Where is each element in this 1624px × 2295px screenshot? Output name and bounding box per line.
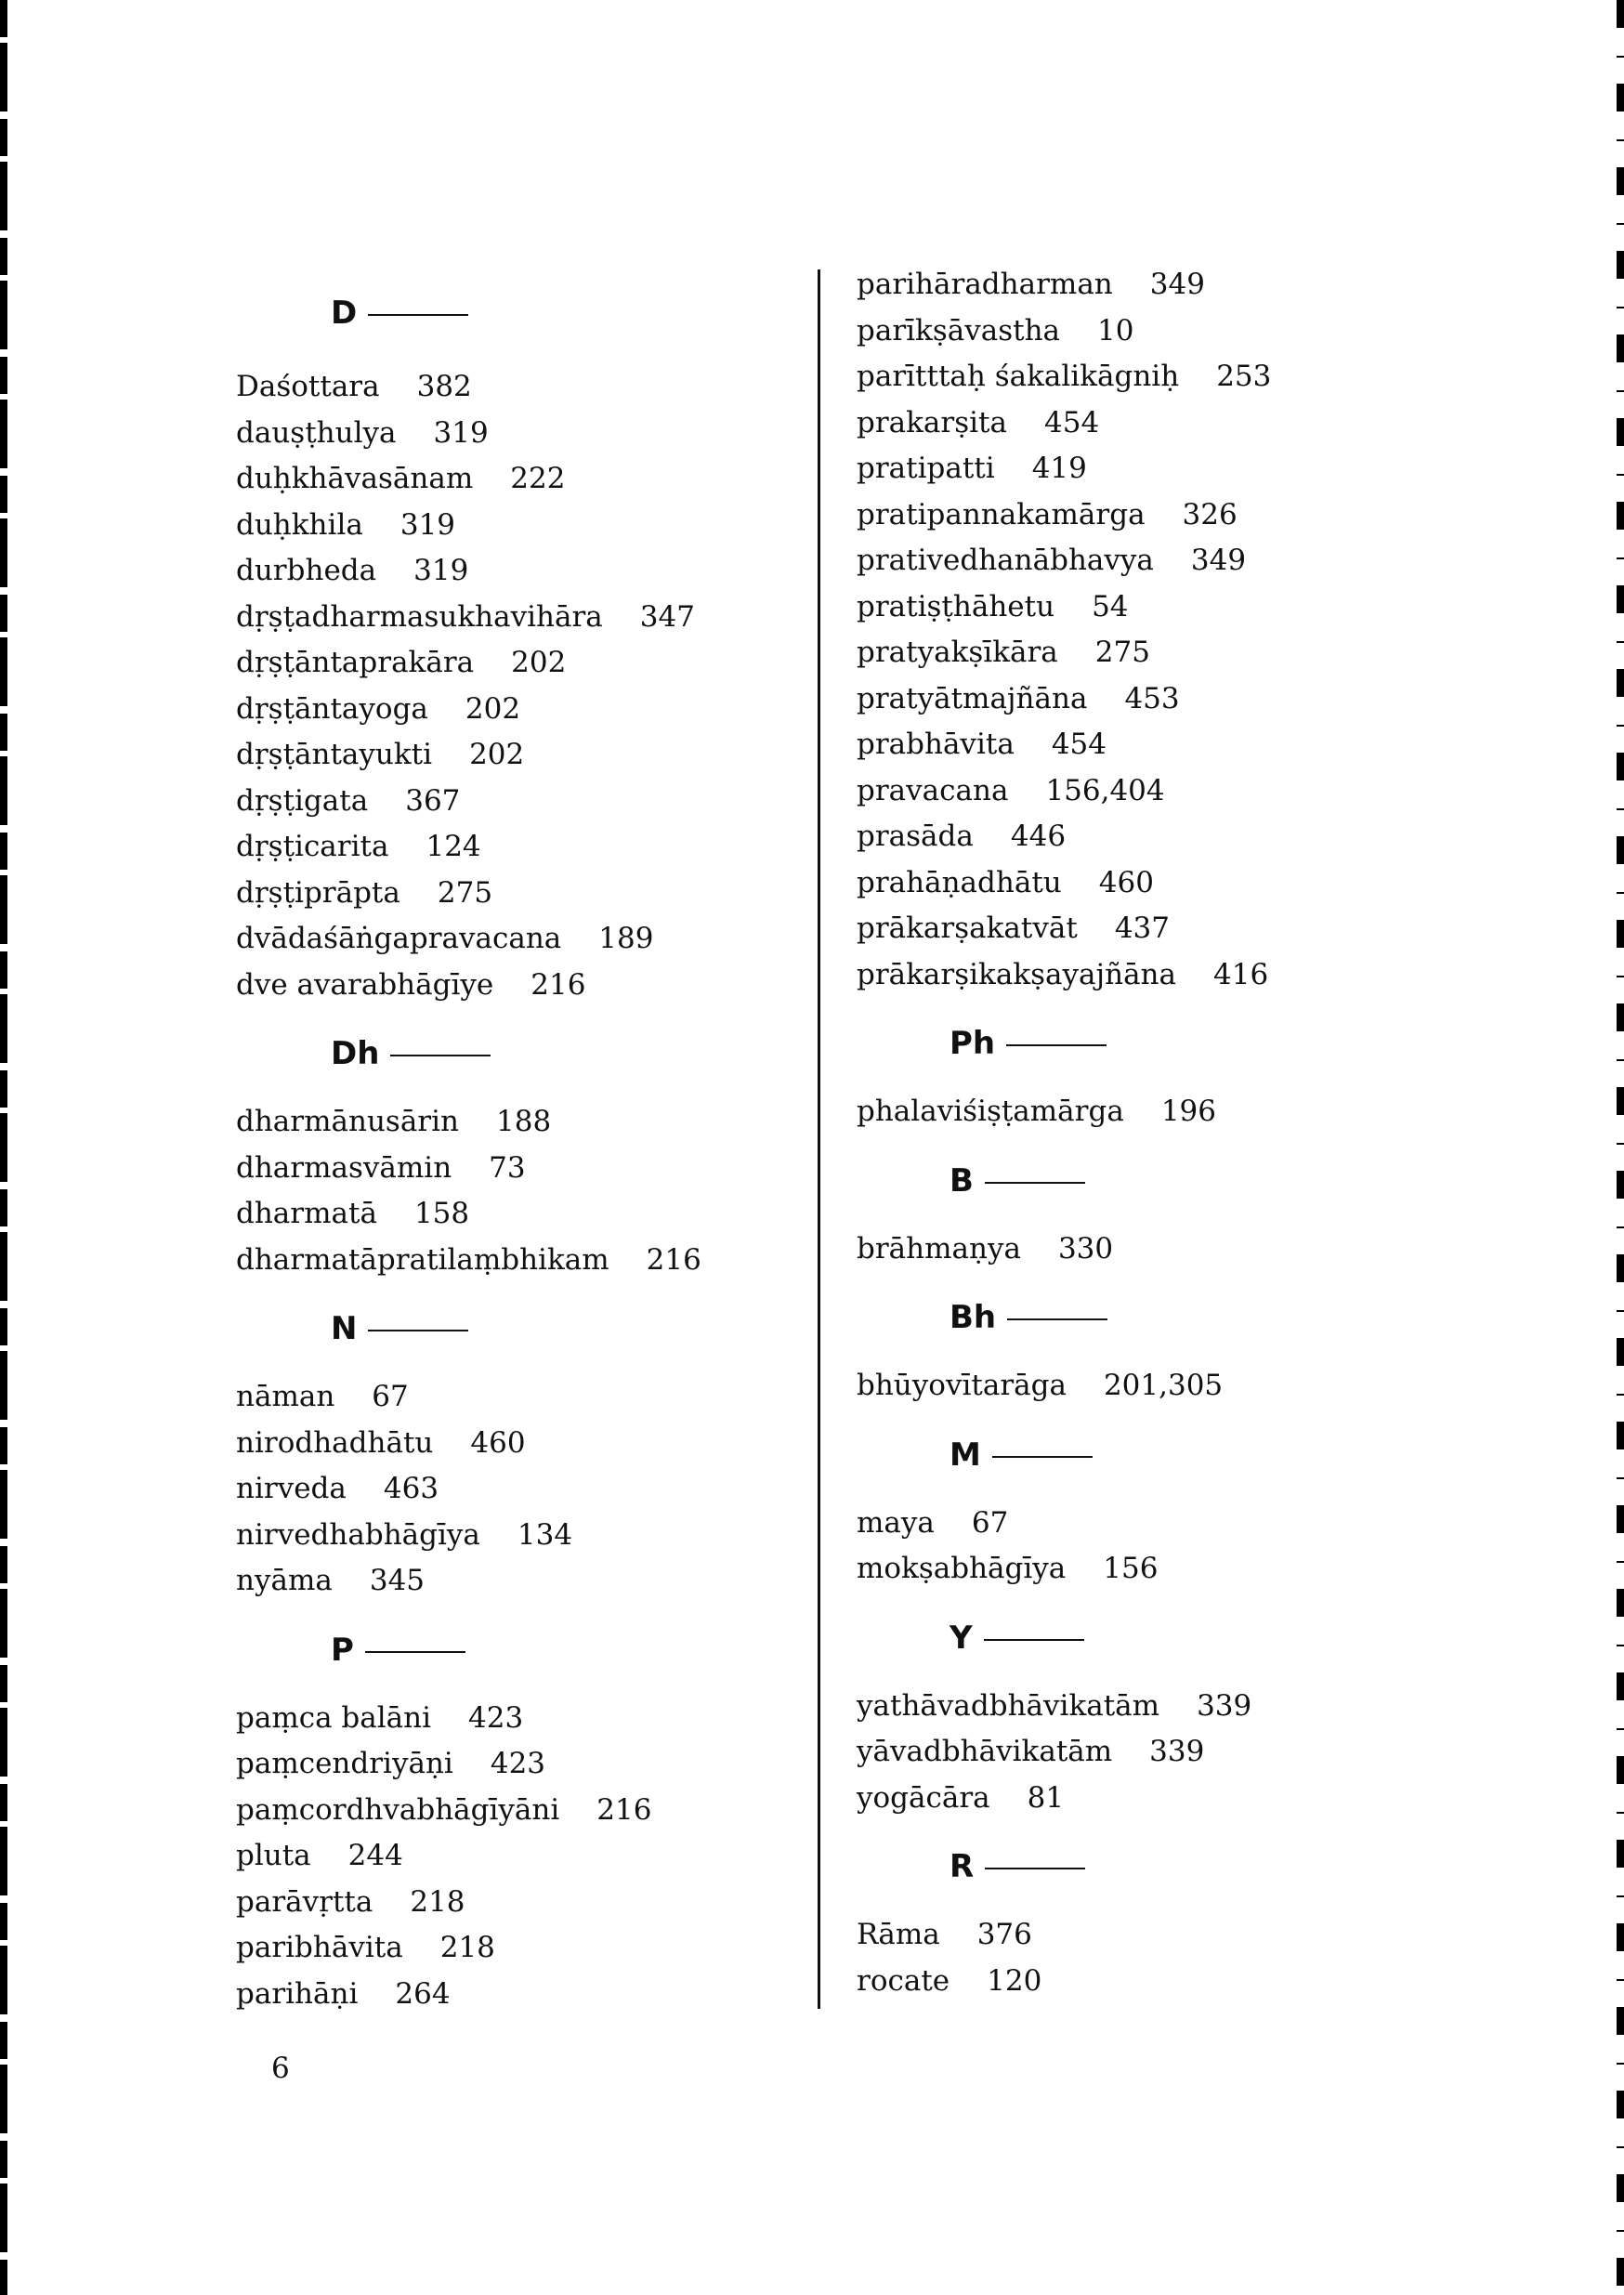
- index-page-ref: 437: [1114, 911, 1170, 945]
- index-entry: [236, 1099, 756, 1146]
- page-number: 6: [271, 2052, 290, 2085]
- index-page-ref: 134: [517, 1517, 573, 1552]
- index-term: bhūyovītarāga: [857, 1369, 1067, 1402]
- index-term: nāman: [236, 1380, 335, 1413]
- scan-edge-right: [1617, 0, 1624, 2295]
- index-page-ref: 67: [971, 1505, 1009, 1540]
- index-page-ref: 349: [1149, 268, 1205, 301]
- index-entry: [857, 860, 1377, 907]
- index-term: pravacana: [857, 773, 1009, 807]
- index-term: duḥkhāvasānam: [236, 462, 474, 495]
- index-term: yogācāra: [857, 1780, 990, 1815]
- index-column-left: [236, 262, 756, 2017]
- index-page-ref: 347: [639, 599, 695, 634]
- index-page-ref: 423: [490, 1747, 546, 1780]
- section-rule: [985, 1182, 1085, 1184]
- index-page-ref: 423: [468, 1700, 524, 1735]
- index-entry: [857, 1729, 1377, 1776]
- index-term: Rāma: [857, 1918, 940, 1951]
- index-term: nirveda: [236, 1472, 347, 1505]
- index-page-ref: 376: [976, 1918, 1032, 1951]
- index-term: prativedhanābhavya: [857, 544, 1154, 577]
- index-page-ref: 120: [987, 1963, 1042, 1998]
- index-entry: [857, 630, 1377, 676]
- section-rule: [1007, 1318, 1107, 1320]
- column-divider: [818, 269, 820, 2009]
- index-page-ref: 10: [1097, 313, 1134, 348]
- index-page-ref: 367: [405, 783, 461, 818]
- index-column-right: [857, 262, 1377, 2004]
- section-letter: Y: [950, 1619, 973, 1657]
- index-term: parīkṣāvastha: [857, 313, 1061, 348]
- index-entry: [236, 1421, 756, 1467]
- index-page-ref: 275: [437, 875, 493, 910]
- index-term: dṛṣṭāntayoga: [236, 691, 428, 726]
- index-term: dharmasvāmin: [236, 1150, 452, 1185]
- section-letter: N: [331, 1310, 358, 1347]
- section-letter: B: [950, 1161, 974, 1200]
- index-term: pratyātmajñāna: [857, 681, 1088, 715]
- index-term: pratipannakamārga: [857, 497, 1146, 531]
- index-entry: [236, 456, 756, 503]
- index-entry: [857, 676, 1377, 723]
- section-rule: [984, 1639, 1084, 1641]
- index-page-ref: 222: [510, 462, 566, 495]
- index-term: pratipatti: [857, 452, 995, 485]
- index-entry: [236, 1513, 756, 1559]
- index-page-ref: 416: [1213, 957, 1269, 991]
- index-page-ref: 382: [416, 370, 472, 403]
- index-page-ref: 419: [1031, 452, 1087, 485]
- index-term: nirvedhabhāgīya: [236, 1517, 480, 1552]
- section-heading: [857, 1135, 1377, 1226]
- index-page-ref: 216: [596, 1792, 652, 1827]
- scan-edge-left: [0, 0, 7, 2295]
- index-page-ref: 264: [395, 1976, 451, 2011]
- index-entry: [236, 1146, 756, 1192]
- index-page-ref: 330: [1057, 1231, 1114, 1266]
- index-page-ref: 188: [496, 1105, 552, 1138]
- index-page-ref: 189: [598, 922, 654, 955]
- index-term: dṛṣṭāntayukti: [236, 738, 433, 771]
- index-entry: [857, 952, 1377, 999]
- index-term: pluta: [236, 1839, 311, 1872]
- index-page-ref: 339: [1197, 1688, 1252, 1723]
- index-page-ref: 454: [1051, 728, 1107, 761]
- index-entry: [236, 1925, 756, 1972]
- index-term: parihāradharman: [857, 268, 1113, 301]
- index-page-ref: 156,404: [1045, 773, 1165, 807]
- section-letter: Ph: [950, 1025, 996, 1062]
- index-entry: [236, 1696, 756, 1742]
- index-page-ref: 326: [1182, 497, 1238, 531]
- index-entry: [857, 538, 1377, 584]
- index-entry: [857, 400, 1377, 447]
- index-entry: [236, 871, 756, 917]
- index-page-ref: 73: [489, 1150, 526, 1185]
- index-entry: [857, 584, 1377, 631]
- index-term: dṛṣṭicarita: [236, 830, 389, 863]
- section-rule: [992, 1456, 1093, 1458]
- index-entry: [857, 768, 1377, 815]
- index-entry: [857, 1912, 1377, 1959]
- index-page-ref: 319: [399, 507, 456, 542]
- index-term: dṛṣṭāntaprakāra: [236, 646, 475, 679]
- section-heading: [236, 262, 756, 364]
- index-term: phalaviśiṣṭamārga: [857, 1095, 1124, 1128]
- section-letter: D: [331, 295, 358, 332]
- index-entry: [236, 916, 756, 963]
- section-rule: [368, 314, 468, 316]
- index-entry: [236, 779, 756, 825]
- index-term: paribhāvita: [236, 1931, 403, 1964]
- index-term: Daśottara: [236, 370, 380, 403]
- index-entry: [857, 1089, 1377, 1135]
- index-page-ref: 463: [383, 1472, 439, 1505]
- index-entry: [236, 595, 756, 641]
- index-term: duḥkhila: [236, 507, 363, 542]
- section-letter: Dh: [331, 1035, 380, 1072]
- index-term: nirodhadhātu: [236, 1425, 434, 1460]
- index-entry: [236, 1466, 756, 1513]
- index-term: dṛṣṭigata: [236, 783, 369, 818]
- index-term: parītttaḥ śakalikāgniḥ: [857, 360, 1180, 393]
- index-entry: [857, 1501, 1377, 1547]
- index-term: yāvadbhāvikatām: [857, 1735, 1113, 1768]
- section-heading: [236, 1605, 756, 1696]
- index-entry: [857, 722, 1377, 768]
- index-page-ref: 201,305: [1103, 1369, 1224, 1402]
- index-entry: [236, 1972, 756, 2018]
- section-heading: [857, 1410, 1377, 1501]
- index-entry: [236, 1374, 756, 1421]
- index-term: yathāvadbhāvikatām: [857, 1688, 1160, 1723]
- index-entry: [236, 732, 756, 779]
- index-entry: [857, 1776, 1377, 1822]
- index-page-ref: 218: [410, 1884, 465, 1919]
- section-rule: [985, 1868, 1085, 1869]
- index-entry: [857, 1959, 1377, 2005]
- index-page-ref: 454: [1044, 405, 1100, 439]
- section-heading: [857, 1272, 1377, 1363]
- index-term: paṃcendriyāṇi: [236, 1747, 453, 1780]
- index-entry: [236, 1191, 756, 1238]
- index-page-ref: 460: [470, 1425, 526, 1460]
- index-entry: [236, 503, 756, 549]
- index-term: paṃca balāni: [236, 1700, 432, 1735]
- index-entry: [857, 354, 1377, 400]
- index-page-ref: 216: [646, 1242, 701, 1277]
- index-entry: [236, 640, 756, 687]
- section-letter: M: [950, 1436, 981, 1474]
- section-rule: [1006, 1044, 1107, 1046]
- index-entry: [236, 411, 756, 457]
- index-term: dṛṣṭiprāpta: [236, 875, 400, 910]
- index-page-ref: 446: [1010, 820, 1067, 853]
- index-entry: [236, 687, 756, 733]
- index-term: brāhmaṇya: [857, 1231, 1021, 1266]
- section-heading: [236, 1283, 756, 1374]
- index-term: dauṣṭhulya: [236, 415, 397, 450]
- index-page-ref: 345: [369, 1564, 426, 1597]
- section-rule: [368, 1330, 468, 1331]
- index-page-ref: 253: [1216, 360, 1272, 393]
- index-term: dharmatāpratilaṃbhikam: [236, 1242, 609, 1277]
- index-term: rocate: [857, 1963, 950, 1998]
- index-page-ref: 202: [469, 738, 525, 771]
- index-entry: [857, 1226, 1377, 1273]
- index-term: pratiṣṭhāhetu: [857, 589, 1055, 623]
- index-page-ref: 216: [530, 967, 586, 1002]
- index-term: dṛṣṭadharmasukhavihāra: [236, 599, 603, 634]
- index-term: nyāma: [236, 1564, 333, 1597]
- index-term: parihāṇi: [236, 1976, 359, 2011]
- index-page-ref: 196: [1160, 1095, 1216, 1128]
- index-page-ref: 319: [413, 554, 469, 587]
- index-entry: [857, 1684, 1377, 1730]
- index-entry: [236, 1238, 756, 1284]
- index-term: prahāṇadhātu: [857, 865, 1062, 899]
- index-entry: [857, 1546, 1377, 1593]
- index-term: mokṣabhāgīya: [857, 1552, 1067, 1585]
- index-term: prākarṣakatvāt: [857, 911, 1078, 945]
- index-term: parāvṛtta: [236, 1884, 373, 1919]
- index-term: prabhāvita: [857, 728, 1015, 761]
- section-heading: [857, 998, 1377, 1089]
- index-entry: [236, 364, 756, 411]
- index-term: prākarṣikakṣayajñāna: [857, 957, 1176, 991]
- index-entry: [857, 492, 1377, 539]
- index-term: dharmatā: [236, 1197, 377, 1230]
- index-page-ref: 244: [347, 1839, 403, 1872]
- index-entry: [857, 308, 1377, 355]
- index-term: maya: [857, 1505, 935, 1540]
- index-page-ref: 460: [1098, 865, 1154, 899]
- index-term: durbheda: [236, 554, 377, 587]
- index-entry: [236, 1833, 756, 1880]
- index-entry: [236, 824, 756, 871]
- index-page-ref: 81: [1027, 1780, 1065, 1815]
- index-entry: [236, 963, 756, 1009]
- index-term: dharmānusārin: [236, 1105, 460, 1138]
- index-entry: [236, 548, 756, 595]
- index-entry: [236, 1788, 756, 1834]
- index-page-ref: 275: [1094, 636, 1150, 669]
- index-page-ref: 339: [1149, 1735, 1205, 1768]
- index-term: pratyakṣīkāra: [857, 636, 1058, 669]
- section-letter: Bh: [950, 1299, 997, 1336]
- index-page-ref: 349: [1190, 544, 1247, 577]
- index-page-ref: 158: [413, 1197, 470, 1230]
- index-page-ref: 54: [1092, 589, 1129, 623]
- index-entry: [857, 814, 1377, 860]
- index-term: dve avarabhāgīye: [236, 967, 494, 1002]
- section-heading: [236, 1008, 756, 1099]
- index-page-ref: 124: [426, 830, 481, 863]
- index-page-ref: 202: [465, 691, 521, 726]
- index-entry: [857, 446, 1377, 492]
- index-entry: [236, 1741, 756, 1788]
- index-entry: [236, 1880, 756, 1926]
- section-rule: [365, 1651, 465, 1653]
- index-term: prasāda: [857, 820, 974, 853]
- index-page-ref: 319: [433, 415, 489, 450]
- index-entry: [236, 1558, 756, 1605]
- section-letter: R: [950, 1848, 975, 1885]
- index-page-ref: 218: [439, 1931, 495, 1964]
- index-term: prakarṣita: [857, 405, 1007, 439]
- index-page-ref: 156: [1103, 1552, 1159, 1585]
- section-rule: [390, 1055, 491, 1056]
- section-heading: [857, 1821, 1377, 1912]
- section-letter: P: [331, 1631, 354, 1669]
- index-term: dvādaśāṅgapravacana: [236, 922, 562, 955]
- index-page-ref: 67: [372, 1380, 409, 1413]
- index-page-ref: 202: [511, 646, 567, 679]
- index-entry: [857, 1363, 1377, 1410]
- index-page-ref: 453: [1124, 681, 1180, 715]
- index-entry: [857, 262, 1377, 308]
- index-entry: [857, 906, 1377, 952]
- index-term: paṃcordhvabhāgīyāni: [236, 1792, 560, 1827]
- section-heading: [857, 1593, 1377, 1684]
